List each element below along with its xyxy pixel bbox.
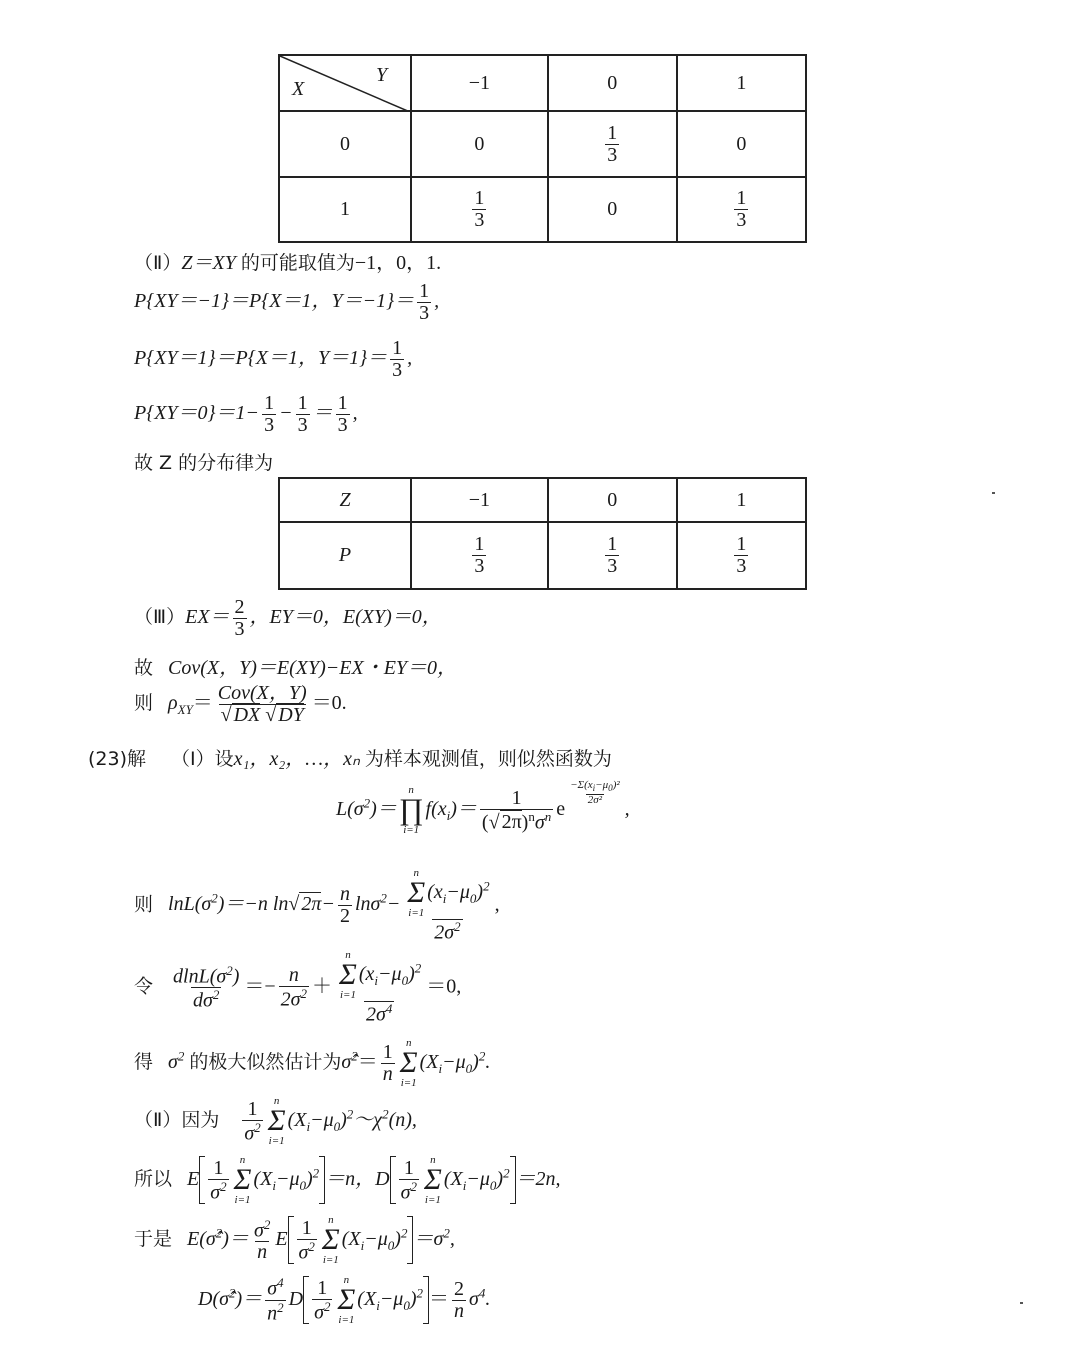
z-header: Z [279, 478, 411, 522]
header-y: Y [376, 64, 388, 86]
p-value: $\frac{1}{3}$ [411, 522, 548, 589]
col-header: −1 [411, 55, 548, 111]
z-value: 1 [677, 478, 806, 522]
col-header: 0 [548, 55, 677, 111]
row-header: 1 [279, 177, 411, 242]
table-cell: 0 [411, 111, 548, 177]
joint-distribution-table [278, 54, 807, 243]
z-value: 0 [548, 478, 677, 522]
expectation-variance-line: 所以 E $\frac{1}{\sigma^2}$ n Σ i=1 $(X_i-\mu_0)^2 =n$，D $\frac{1}{\sigma^2}$ n Σ i=1 $(X_i-\mu_0)^2 =2n$, [134, 1154, 561, 1207]
part3-expectations: （Ⅲ）EX＝ $\frac{2}{3}$ ，EY＝0，E(XY)＝0， [134, 596, 442, 640]
prob-xy-neg1: P{XY＝−1}＝P{X＝1，Y＝−1}＝ $\frac{1}{3}$ , [134, 280, 440, 324]
correlation-line: 则 $\rho_{XY}=$ Cov(X，Y) √ DX √ DY ＝0. [134, 682, 347, 726]
p-value: $\frac{1}{3}$ [677, 522, 806, 589]
derivative-equation: 令 $\frac{dlnL(\sigma^2)}{d\sigma^2}$ ＝− $\frac{n}{2\sigma^2}$ ＋ n Σ i=1 $(x_i-\mu_0)^2$ $2\sigma^4$ ＝0, [134, 949, 462, 1026]
scan-speck [992, 492, 995, 494]
prob-xy-0: P{XY＝0}＝1− $\frac{1}{3}$ − $\frac{1}{3}$ ＝ $\frac{1}{3}$ , [134, 392, 358, 436]
q23-intro: (23)解 （Ⅰ）设x₁，x₂，…，xₙ 为样本观测值，则似然函数为 [88, 748, 612, 770]
table-cell: 0 [677, 111, 806, 177]
table-cell: $\frac{1}{3}$ [677, 177, 806, 242]
log-likelihood: 则 $\ln L(\sigma^2)=-n$ ln√ 2π− $\frac{n}{2}$ lnσ$^2$− n Σ i=1 $(x_i-\mu_0)^2$ $2\sigma^2$ , [134, 867, 500, 944]
chi-square-line: （Ⅱ）因为 $\frac{1}{\sigma^2}$ n Σ i=1 $(X_i-\mu_0)^2\sim\chi^2(n)$, [134, 1095, 417, 1148]
variance-of-estimator: D(σ̂$^2$)＝ $\frac{\sigma^4}{n^2}$ D $\frac{1}{\sigma^2}$ n Σ i=1 $(X_i-\mu_0)^2$ ＝ $\frac{2}{n}$ $\sigma^4$. [198, 1274, 491, 1327]
header-x: X [292, 78, 305, 100]
likelihood-function: $L(\sigma^2)=$ n ∏ i=1 $f(x_i)=$ 1 (√ $2\pi)^n\sigma^n$ e $^{\frac{-\Sigma(x_i-\mu_0)^2}{\text{2σ²}}}$ , [336, 779, 630, 837]
p-header: P [279, 522, 411, 589]
prob-xy-1: P{XY＝1}＝P{X＝1，Y＝1}＝ $\frac{1}{3}$ , [134, 337, 413, 381]
part2-intro: （Ⅱ）Z＝XY 的可能取值为−1，0，1. [134, 252, 442, 274]
dist-law-text: 故 Z 的分布律为 [134, 452, 274, 474]
col-header: 1 [677, 55, 806, 111]
table-cell: $\frac{1}{3}$ [411, 177, 548, 242]
scan-speck [1020, 1302, 1023, 1304]
table-cell: $\frac{1}{3}$ [548, 111, 677, 177]
row-header: 0 [279, 111, 411, 177]
covariance-line: 故 Cov(X，Y)＝E(XY)−EX・EY＝0， [134, 657, 458, 679]
p-value: $\frac{1}{3}$ [548, 522, 677, 589]
table-corner-cell [279, 55, 411, 111]
mle-result: 得 $\sigma^2$ 的极大似然估计为σ̂$^2$＝ $\frac{1}{n}$ n Σ i=1 $(X_i-\mu_0)^2$. [134, 1037, 491, 1090]
z-distribution-table [278, 477, 807, 590]
unbiased-expectation: 于是 E(σ̂$^2$)＝ $\frac{\sigma^2}{n}$ E $\frac{1}{\sigma^2}$ n Σ i=1 $(X_i-\mu_0)^2 =\sigma^2$, [134, 1214, 455, 1267]
z-value: −1 [411, 478, 548, 522]
table-cell: 0 [548, 177, 677, 242]
